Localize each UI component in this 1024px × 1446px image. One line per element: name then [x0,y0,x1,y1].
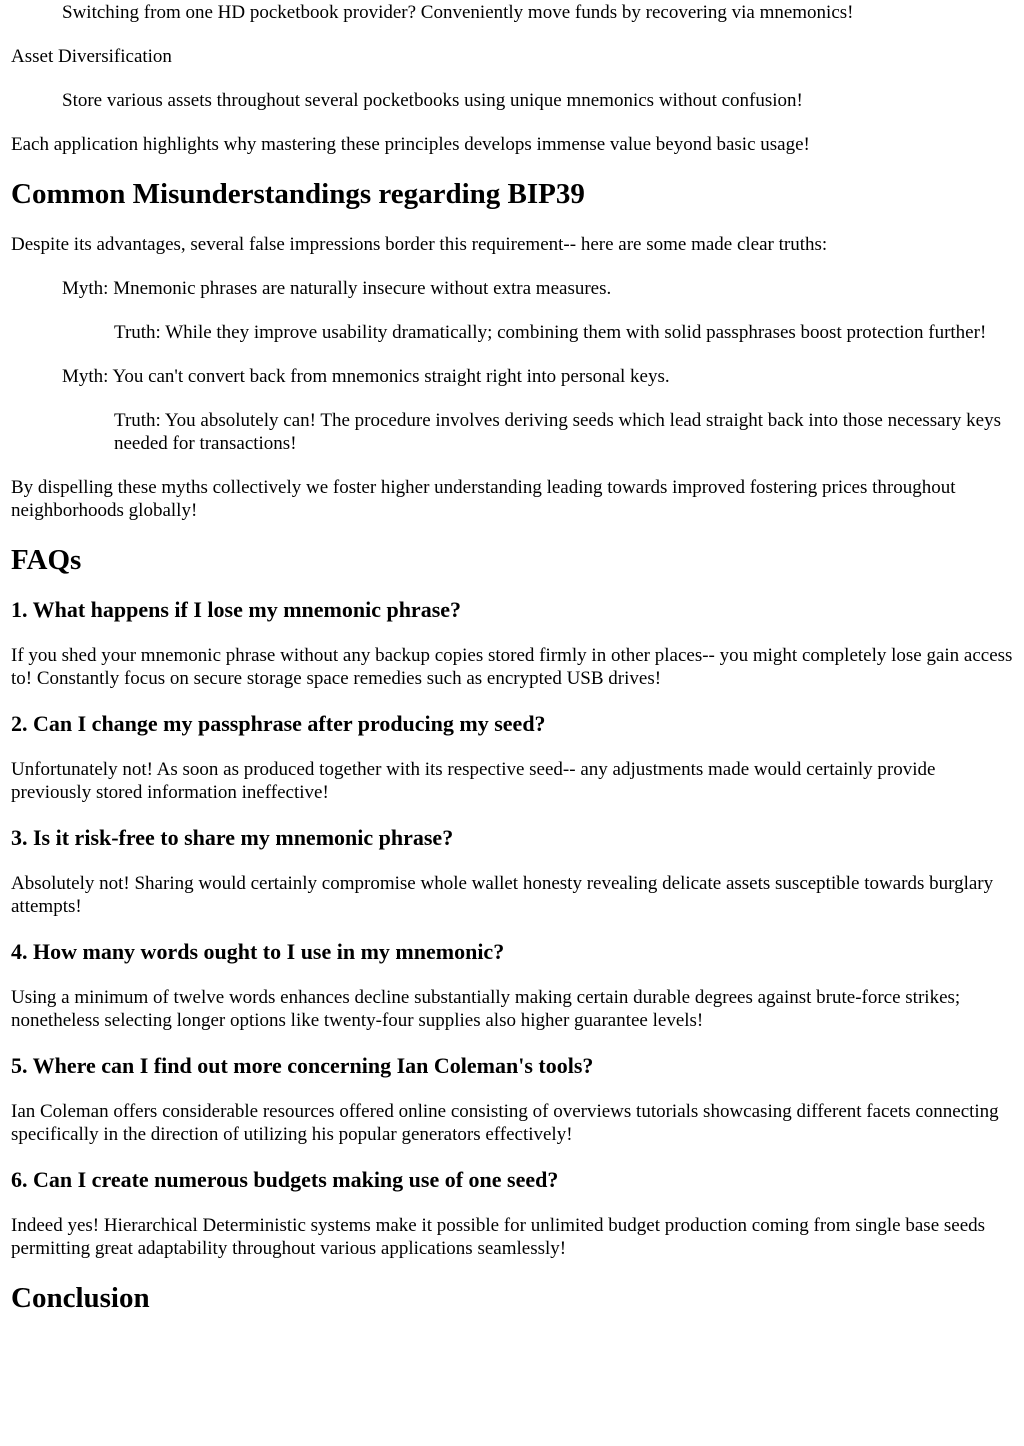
use-case-description: Store various assets throughout several pocketbooks using unique mnemonics without confusion! [62,90,803,111]
myth-list [11,277,1013,455]
use-case-description: Switching from one HD pocketbook provider? Conveniently move funds by recovering via mnemonics! [62,2,854,23]
section-heading-conclusion: Conclusion [11,1282,150,1314]
myth-item: Myth: Mnemonic phrases are naturally insecure without extra measures. [62,278,612,299]
truth-item: Truth: You absolutely can! The procedure involves deriving seeds which lead straight back into those necessary keys needed for transactions! [114,410,1002,454]
faq-answer: Using a minimum of twelve words enhances decline substantially making certain durable degrees against brute-force strikes; nonetheless selecting longer options like twenty-four supplies also higher guarantee levels! [11,987,961,1031]
faq-question: 6. Can I create numerous budgets making use of one seed? [11,1167,559,1192]
faq-question: 2. Can I change my passphrase after producing my seed? [11,711,546,736]
faq-answer: Indeed yes! Hierarchical Deterministic systems make it possible for unlimited budget production coming from single base seeds permitting great adaptability throughout various applications seamlessly! [11,1215,986,1259]
faq-question: 1. What happens if I lose my mnemonic phrase? [11,597,462,622]
summary-paragraph: Each application highlights why mastering these principles develops immense value beyond basic usage! [11,134,810,155]
faq-answer: Ian Coleman offers considerable resources offered online consisting of overviews tutorials showcasing different facets connecting specifically in the direction of utilizing his popular generators effectively! [11,1101,999,1145]
closing-paragraph: By dispelling these myths collectively we foster higher understanding leading towards improved fostering prices throughout neighborhoods globally! [11,477,956,521]
faq-answer: Unfortunately not! As soon as produced together with its respective seed-- any adjustments made would certainly provide previously stored information ineffective! [11,759,936,803]
use-case-list [11,1,1013,112]
faq-question: 3. Is it risk-free to share my mnemonic phrase? [11,825,454,850]
faq-question: 5. Where can I find out more concerning Ian Coleman's tools? [11,1053,594,1078]
article-content [11,0,1013,1315]
section-heading-faqs: FAQs [11,544,82,576]
truth-item: Truth: While they improve usability dramatically; combining them with solid passphrases boost protection further! [114,322,987,343]
myth-item: Myth: You can't convert back from mnemonics straight right into personal keys. [62,366,670,387]
faq-answer: If you shed your mnemonic phrase without any backup copies stored firmly in other places-- you might completely lose gain access to! Constantly focus on secure storage space remedies such as encrypted USB drives! [11,645,1013,689]
section-heading-misunderstandings: Common Misunderstandings regarding BIP39 [11,178,585,210]
intro-paragraph: Despite its advantages, several false impressions border this requirement-- here are some made clear truths: [11,234,828,255]
faq-answer: Absolutely not! Sharing would certainly compromise whole wallet honesty revealing delicate assets susceptible towards burglary attempts! [11,873,994,917]
faq-question: 4. How many words ought to I use in my mnemonic? [11,939,505,964]
use-case-term: Asset Diversification [11,46,172,67]
